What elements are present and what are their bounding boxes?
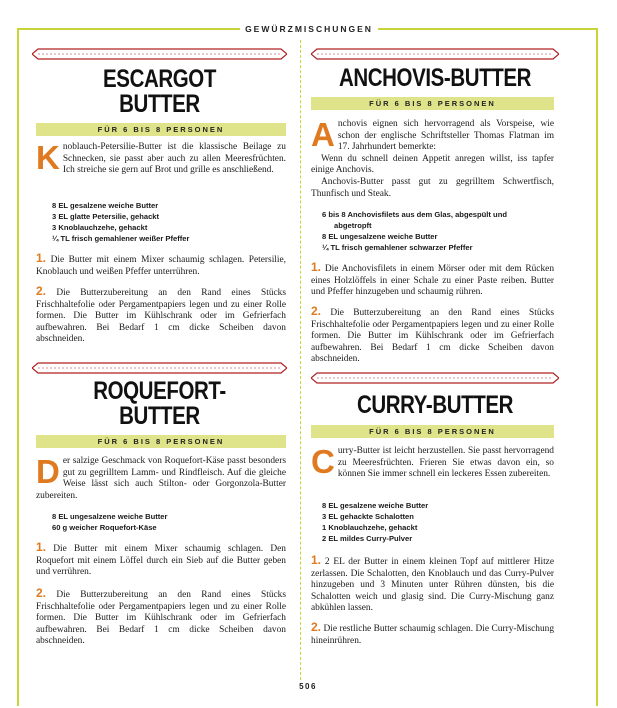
recipe-intro: Knoblauch-Petersilie-Butter ist die klassische Beilage zu Schnecken, sie passt aber auch zu allen Meeresfrüchten. Ich streiche sie gern auf Brot und grille es anschließend. [36,139,286,176]
ingredient: 8 EL gesalzene weiche Butter [322,501,429,510]
page-number: 506 [282,681,334,693]
recipe-title: CURRY-BUTTER [356,391,514,419]
right-border [596,28,598,706]
ingredient: ¼ TL frisch gemahlener schwarzer Pfeffer [322,243,473,252]
ingredient: 8 EL ungesalzene weiche Butter [52,512,168,521]
ingredient: ¼ TL frisch gemahlener weißer Pfeffer [52,234,190,243]
drop-cap: A [311,116,335,153]
recipe-title: ESCARGOT BUTTER [103,65,216,118]
recipe-step: 2. Die Butterzubereitung an den Rand eines Stücks Frischhaltefolie oder Pergamentpapiers legen und zu einer Rolle formen. Die Butter im Kühlschrank oder im Gefrierfach aufbewahren. Bei Bedarf 1 cm dicke Scheiben davon abschneiden. [36,284,287,345]
ingredient: 60 g weicher Roquefort-Käse [52,523,157,532]
ribbon-divider [32,362,287,374]
ingredient: 3 EL gehackte Schalotten [322,512,414,521]
recipe-intro: Anchovis eignen sich hervorragend als Vorspeise, wie schon der englische Schriftsteller Thomas Flatman im 17. Jahrhundert bemerkte: Wenn du schnell deinen Appetit anregen willst, iss tapfer einige Anchovis. Anchovis-Butter passt gut zu gegrilltem Schwertfisch, Thunfisch und Steak. [311,116,554,199]
left-border [17,28,19,706]
ribbon-divider [311,372,559,384]
quote: Wenn du schnell deinen Appetit anregen willst, iss tapfer einige Anchovis. [311,153,554,176]
recipe-step: 2. Die Butterzubereitung an den Rand eines Stücks Frischhaltefolie oder Pergamentpapiers legen und zu einer Rolle formen. Die Butter im Kühlschrank oder im Gefrierfach aufbewahren. Bei Bedarf 1 cm dicke Scheiben davon abschneiden. [36,586,287,647]
ingredient-list [322,209,507,253]
recipe-step: 1. 2 EL der Butter in einem kleinen Topf auf mittlerer Hitze zerlassen. Die Schalotten, den Knoblauch und das Curry-Pulver hinzugeben und 3 Minuten unter Rühren dünsten, bis die Schalotten weich und glasig sind. Die Curry-Mischung ganz abkühlen lassen. [311,553,555,614]
ingredient-list [52,511,168,533]
drop-cap: K [36,139,60,176]
recipe-step: 1. Die Anchovisfilets in einem Mörser oder mit dem Rücken eines Holzlöffels in einer Schale zu einer Paste reiben. Butter und Pfeffer hinzugeben und schaumig rühren. [311,260,555,298]
column-divider [300,40,301,680]
servings-banner: FÜR 6 BIS 8 PERSONEN [311,425,554,438]
section-header: GEWÜRZMISCHUNGEN [240,22,378,36]
ingredient-list [52,200,189,244]
ingredient-list [322,500,428,544]
ingredient: 1 Knoblauchzehe, gehackt [322,523,418,532]
ingredient: 8 EL ungesalzene weiche Butter [322,232,438,241]
recipe-step: 2. Die Butterzubereitung an den Rand eines Stücks Frischhaltefolie oder Pergamentpapiers legen und zu einer Rolle formen. Die Butter im Kühlschrank oder im Gefrierfach aufbewahren. Bei Bedarf 1 cm dicke Scheiben davon abschneiden. [311,304,555,365]
ingredient: 3 EL glatte Petersilie, gehackt [52,212,160,221]
recipe-step: 1. Die Butter mit einem Mixer schaumig schlagen. Petersilie, Knoblauch und weißen Pfeffer unterrühren. [36,251,287,277]
recipe-title: ANCHOVIS-BUTTER [338,64,532,92]
ingredient: 2 EL mildes Curry-Pulver [322,534,413,543]
ingredient: abgetropft [334,221,372,230]
recipe-note: Anchovis-Butter passt gut zu gegrilltem Schwertfisch, Thunfisch und Steak. [311,176,554,199]
recipe-step: 1. Die Butter mit einem Mixer schaumig schlagen. Den Roquefort mit einem Löffel durch ein Sieb auf die Butter geben und verrühren. [36,540,286,578]
ingredient: 6 bis 8 Anchovisfilets aus dem Glas, abgespült und [322,210,507,219]
ribbon-divider [311,48,559,60]
drop-cap: C [311,443,335,480]
ingredient: 3 Knoblauchzehe, gehackt [52,223,148,232]
recipe-intro: Der salzige Geschmack von Roquefort-Käse passt besonders gut zu gegrilltem Lamm- und Rindfleisch. Auf die gleiche Weise lässt sich auch Stilton- oder Gorgonzola-Butter zubereiten. [36,453,286,501]
recipe-step: 2. Die restliche Butter schaumig schlagen. Die Curry-Mischung hineinrühren. [311,620,555,646]
servings-banner: FÜR 6 BIS 8 PERSONEN [311,97,554,110]
ribbon-divider [32,48,287,60]
servings-banner: FÜR 6 BIS 8 PERSONEN [36,123,286,136]
recipe-title: ROQUEFORT- BUTTER [93,377,226,430]
servings-banner: FÜR 6 BIS 8 PERSONEN [36,435,286,448]
ingredient: 8 EL gesalzene weiche Butter [52,201,159,210]
recipe-intro: Curry-Butter ist leicht herzustellen. Sie passt hervorragend zu Meeresfrüchten. Frieren Sie etwas davon ein, so können Sie immer schnell ein leckeres Essen zubereiten. [311,443,554,480]
drop-cap: D [36,453,60,490]
